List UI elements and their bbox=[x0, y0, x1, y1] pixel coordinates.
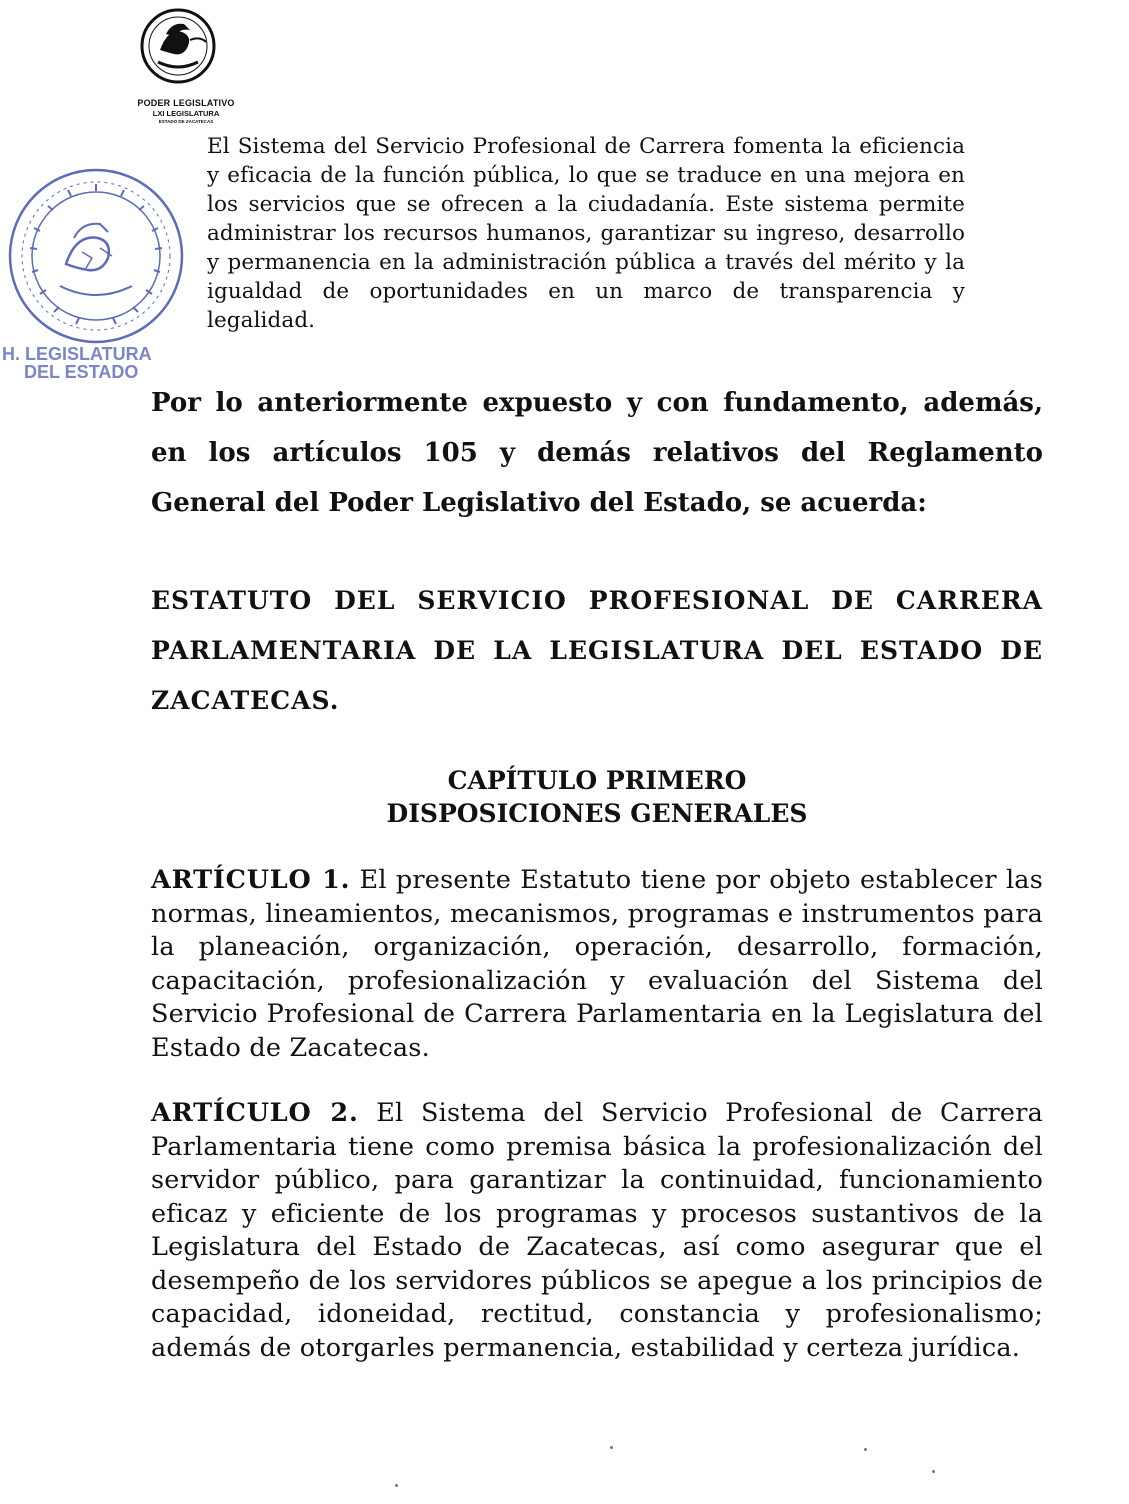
chapter-title: DISPOSICIONES GENERALES bbox=[386, 799, 808, 828]
coat-of-arms-icon bbox=[130, 6, 242, 86]
article-2-text: El Sistema del Servicio Profesional de Carrera Parlamentaria tiene como premisa básica la profesionalización del servidor público, para garantizar la continuidad, funcionamiento eficaz y eficiente de los programas y procesos sustantivos de la Legislatura del Estado de Zacatecas, así como asegurar que el desempeño de los servidores públicos se apegue a los principios de capacidad, idoneidad, rectitud, constancia y profesionalismo; además de otorgarles permanencia, estabilidad y certeza jurídica. bbox=[151, 1098, 1043, 1363]
logo-line-2: LXI LEGISLATURA bbox=[152, 109, 220, 118]
article-2-label: ARTÍCULO 2. bbox=[151, 1098, 359, 1128]
chapter-number: CAPÍTULO PRIMERO bbox=[447, 766, 747, 795]
article-1 bbox=[151, 864, 1043, 1065]
statute-title: ESTATUTO DEL SERVICIO PROFESIONAL DE CARRERA PARLAMENTARIA DE LA LEGISLATURA DEL ESTADO DE ZACATECAS. bbox=[151, 586, 1043, 715]
official-seal-stamp bbox=[4, 168, 186, 346]
article-1-text: El presente Estatuto tiene por objeto establecer las normas, lineamientos, mecanismos, programas e instrumentos para la planeación, organización, operación, desarrollo, formación, capacitación, profesionalización y evaluación del Sistema del Servicio Profesional de Carrera Parlamentaria en la Legislatura del Estado de Zacatecas. bbox=[151, 865, 1043, 1063]
seal-caption-line-2: DEL ESTADO bbox=[24, 362, 139, 382]
scan-speck bbox=[864, 1448, 867, 1451]
seal-caption bbox=[2, 345, 187, 381]
scan-speck bbox=[932, 1470, 935, 1473]
logo-line-3: ESTADO DE ZACATECAS bbox=[158, 119, 214, 124]
seal-caption-line-1: H. LEGISLATURA bbox=[2, 344, 152, 364]
article-1-label: ARTÍCULO 1. bbox=[151, 865, 351, 895]
logo-line-1: PODER LEGISLATIVO bbox=[137, 98, 235, 108]
scan-speck bbox=[610, 1446, 613, 1449]
seal-stamp-icon bbox=[4, 168, 186, 346]
intro-paragraph: El Sistema del Servicio Profesional de Carrera fomenta la eficiencia y eficacia de la función pública, lo que se traduce en una mejora en los servicios que se ofrecen a la ciudadanía. Este sistema permite administrar los recursos humanos, garantizar su ingreso, desarrollo y permanencia en la administración pública a través del mérito y la igualdad de oportunidades en un marco de transparencia y legalidad. bbox=[207, 134, 965, 333]
legislature-logo bbox=[130, 6, 242, 128]
chapter-heading bbox=[151, 764, 1043, 830]
resolution-paragraph: Por lo anteriormente expuesto y con fundamento, además, en los artículos 105 y demás relativos del Reglamento General del Poder Legislativo del Estado, se acuerda: bbox=[151, 388, 1043, 518]
scan-speck bbox=[395, 1484, 398, 1487]
article-2 bbox=[151, 1097, 1043, 1365]
